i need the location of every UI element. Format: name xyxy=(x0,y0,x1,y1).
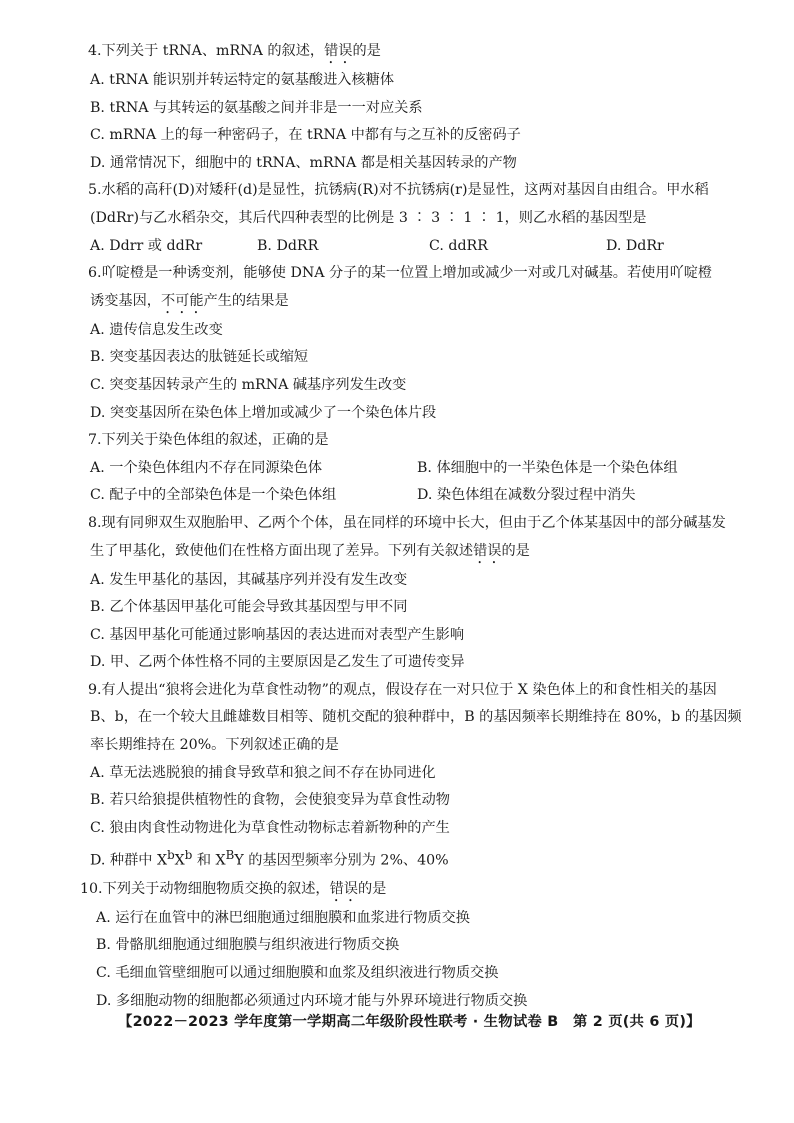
options-row xyxy=(88,233,764,261)
option-d: D. 突变基因所在染色体上增加或减少了一个染色体片段 xyxy=(90,404,437,421)
superscript: B xyxy=(225,848,235,863)
option-text: Y 的基因型频率分别为 2%、40% xyxy=(234,853,449,870)
option-d: D. 多细胞动物的细胞都必须通过内环境才能与外界环境进行物质交换 xyxy=(96,992,528,1009)
option-d: D. 通常情况下，细胞中的 tRNA、mRNA 都是相关基因转录的产物 xyxy=(90,154,517,171)
option-text: X xyxy=(174,853,185,870)
option-c: C. 配子中的全部染色体是一个染色体组 xyxy=(90,487,337,504)
page-footer: 【2022－2023 学年度第一学期高二年级阶段性联考 · 生物试卷 B 第 2 页(共 6 页)】 xyxy=(118,1014,701,1030)
question-stem: 5.水稻的高秆(D)对矮秆(d)是显性，抗锈病(R)对不抗锈病(r)是显性，这两对基因自由组合。甲水稻 xyxy=(88,182,709,199)
superscript: b xyxy=(184,848,193,863)
option-text: 和 X xyxy=(192,853,226,870)
emphasis-text: 不可能 xyxy=(160,292,204,309)
option-a: A. Ddrr 或 ddRr xyxy=(90,237,203,254)
emphasis-text: 错误 xyxy=(324,43,353,59)
stem-text: 产生的结果是 xyxy=(203,292,289,309)
question-stem-continued: 率长期维持在 20%。下列叙述正确的是 xyxy=(90,737,339,754)
option-b: B. 骨骼肌细胞通过细胞膜与组织液进行物质交换 xyxy=(96,937,400,954)
question-8 xyxy=(88,510,764,677)
option-a: A. 运行在血管中的淋巴细胞通过细胞膜和血浆进行物质交换 xyxy=(96,909,470,926)
stem-text: 4.下列关于 tRNA、mRNA 的叙述， xyxy=(88,43,325,59)
stem-text: 的是 xyxy=(357,880,387,897)
stem-text: 10.下列关于动物细胞物质交换的叙述， xyxy=(80,880,330,897)
option-c: C. ddRR xyxy=(429,237,488,254)
option-a: A. 草无法逃脱狼的捕食导致草和狼之间不存在协同进化 xyxy=(90,764,436,781)
question-5 xyxy=(88,177,764,260)
option-c: C. 基因甲基化可能通过影响基因的表达进而对表型产生影响 xyxy=(90,626,465,643)
question-7 xyxy=(88,427,764,510)
option-d: D. 染色体组在减数分裂过程中消失 xyxy=(417,487,636,504)
question-4 xyxy=(88,38,764,177)
option-a: A. 一个染色体组内不存在同源染色体 xyxy=(90,459,323,476)
option-b: B. DdRR xyxy=(257,237,319,254)
question-9 xyxy=(88,677,764,876)
option-b: B. 体细胞中的一半染色体是一个染色体组 xyxy=(417,459,678,476)
question-6 xyxy=(88,260,764,427)
question-stem-continued xyxy=(88,288,764,317)
option-b: B. tRNA 与其转运的氨基酸之间并非是一一对应关系 xyxy=(90,99,423,116)
stem-text: 的是 xyxy=(352,43,381,59)
option-a: A. 遗传信息发生改变 xyxy=(90,321,223,338)
stem-text: 生了甲基化，致使他们在性格方面出现了差异。下列有关叙述 xyxy=(90,542,474,559)
option-b: B. 若只给狼提供植物性的食物，会使狼变异为草食性动物 xyxy=(90,792,450,809)
option-d: D. DdRr xyxy=(606,237,664,254)
emphasis-text: 错误 xyxy=(329,880,358,897)
option-d xyxy=(88,842,764,875)
option-a: A. 发生甲基化的基因，其碱基序列并没有发生改变 xyxy=(90,571,408,588)
option-d: D. 甲、乙两个体性格不同的主要原因是乙发生了可遗传变异 xyxy=(90,654,465,671)
stem-text: 诱变基因， xyxy=(90,292,161,309)
question-stem-continued xyxy=(88,538,764,567)
option-c: C. mRNA 上的每一种密码子，在 tRNA 中都有与之互补的反密码子 xyxy=(90,127,521,144)
option-b: B. 乙个体基因甲基化可能会导致其基因型与甲不同 xyxy=(90,599,408,616)
options-row xyxy=(88,455,764,483)
question-stem xyxy=(88,38,764,67)
stem-text: 的是 xyxy=(501,542,530,559)
question-stem-continued: (DdRr)与乙水稻杂交，其后代四种表型的比例是 3 ∶ 3 ∶ 1 ∶ 1，则乙水稻的基因型是 xyxy=(90,209,647,226)
option-b: B. 突变基因表达的肽链延长或缩短 xyxy=(90,349,309,366)
emphasis-text: 错误 xyxy=(473,542,502,559)
option-text: D. 种群中 X xyxy=(90,853,168,870)
option-c: C. 突变基因转录产生的 mRNA 碱基序列发生改变 xyxy=(90,376,407,393)
option-c: C. 狼由肉食性动物进化为草食性动物标志着新物种的产生 xyxy=(90,819,450,836)
question-stem: 7.下列关于染色体组的叙述，正确的是 xyxy=(88,432,329,449)
question-stem: 6.吖啶橙是一种诱变剂，能够使 DNA 分子的某一位置上增加或减少一对或几对碱基。若使用吖啶橙 xyxy=(88,265,713,282)
superscript: b xyxy=(167,848,175,863)
options-row xyxy=(88,482,764,510)
option-a: A. tRNA 能识别并转运特定的氨基酸进入核糖体 xyxy=(90,72,395,88)
question-stem-continued: B、b，在一个较大且雌雄数目相等、随机交配的狼种群中，B 的基因频率长期维持在 80%，b 的基因频 xyxy=(90,709,742,726)
question-10 xyxy=(80,876,764,1015)
question-stem: 9.有人提出“狼将会进化为草食性动物”的观点，假设存在一对只位于 X 染色体上的和食性相关的基因 xyxy=(88,681,717,698)
option-c: C. 毛细血管壁细胞可以通过细胞膜和血浆及组织液进行物质交换 xyxy=(96,964,499,981)
question-stem xyxy=(80,876,764,905)
question-stem: 8.现有同卵双生双胞胎甲、乙两个个体，虽在同样的环境中长大，但由于乙个体某基因中的部分碱基发 xyxy=(88,514,726,531)
